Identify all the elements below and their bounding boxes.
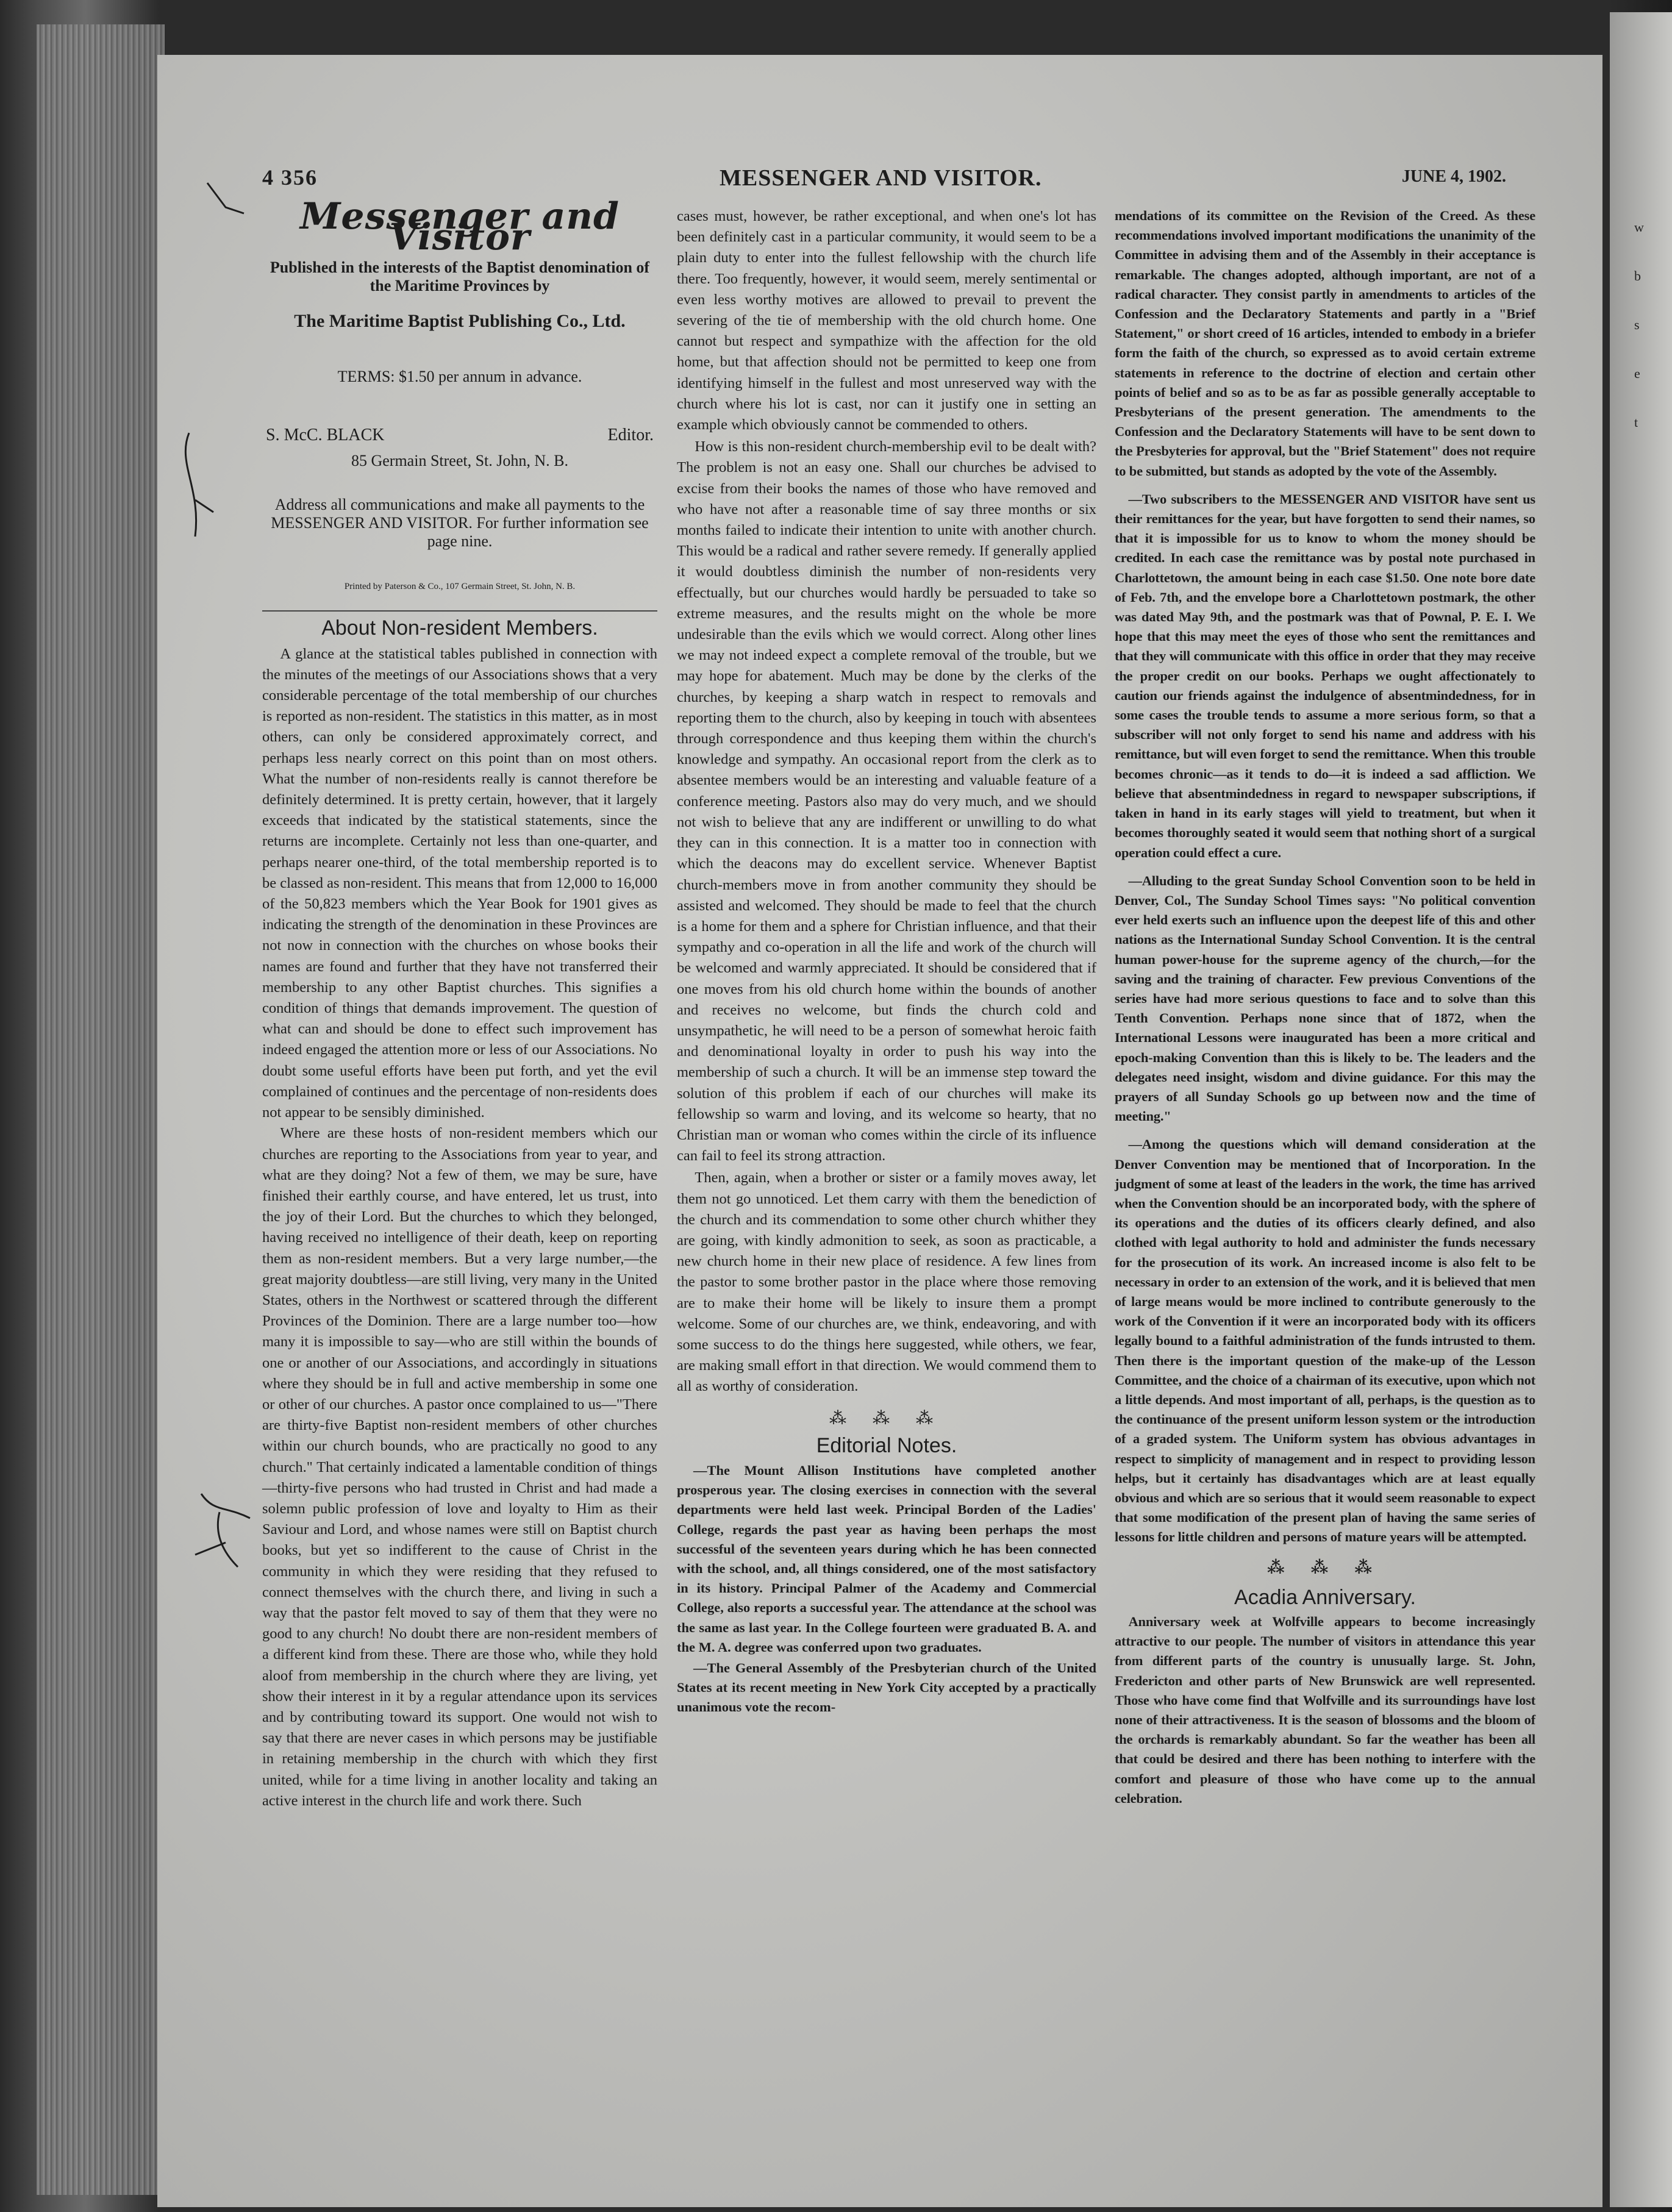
- editor-name: S. McC. BLACK: [266, 425, 385, 444]
- masthead: [262, 195, 657, 387]
- printer-line: Printed by Paterson & Co., 107 Germain Street, St. John, N. B.: [344, 582, 576, 592]
- subscription-terms: TERMS: $1.50 per annum in advance.: [337, 367, 582, 385]
- pencil-mark: [171, 427, 220, 549]
- editorial-note: —Among the questions which will demand consideration at the Denver Convention may be mentioned that of Incorporation. In the judgment of some at least of the leaders in the work, the time has arrived when the Convention should be an incorporated body, with the sphere of its operations and the duties of its officers clearly defined, and also clothed with legal authority to hold and administer the funds necessary for the prosecution of its work. An increased income is also felt to be necessary in order to an extension of the work, and it is believed that men of large means would be more inclined to contribute generously to the work of the Convention if it were an incorporated body with its officers legally bound to a faithful administration of the funds intrusted to them. Then there is the important question of the make-up of the Lesson Committee, and the choice of a chairman of its executive, upon which not a little depends. And most important of all, perhaps, is the question as to the continuance of the present uniform lesson system or the introduction of a graded system. The Uniform system has obvious advantages in respect to simplicity of management and in respect to providing lesson helps, but it certainly has disadvantages which are at least equally obvious and which are so serious that it would seem reasonable to expect that some modification of the present plan of having the same series of lessons for little children and persons of mature years will be attempted.: [1115, 1136, 1535, 1545]
- adjacent-page-fragment: e: [1634, 366, 1640, 381]
- adjacent-page-fragment: t: [1634, 415, 1638, 430]
- masthead-title: Messenger and Visitor: [299, 195, 620, 259]
- column-1: [262, 195, 657, 1811]
- issue-date: JUNE 4, 1902.: [1401, 167, 1506, 186]
- editorial-note: —Two subscribers to the MESSENGER AND VISITOR have sent us their remittances for the year, but have forgotten to send their names, so that it is impossible for us to know to whom the money should be credited. In each case the remittance was by postal note purchased in Charlottetown, the amount being in each case $1.50. One note bore date of Feb. 7th, and the envelope bore a Charlottetown postmark, the other was dated May 9th, and the postmark was that of Pownal, P. E. I. We hope that this may meet the eyes of those who sent the remittances and that they will communicate with this office in order that they may receive the proper credit on our books. Perhaps we ought affectionately to caution our friends against the indulgence of absentmindedness, for in some cases the trouble tends to assume a more serious form, so that a subscriber will not only forget to send his name and address with his remittance, but will even forget to send the remittance. When this trouble becomes chronic—as it tends to do—it is indeed a sad affliction. We believe that absentmindedness in regard to newspaper subscriptions, if taken in hand in its early stages will yield to treatment, but when it becomes thoroughly seated it would seem that nothing short of a surgical operation could effect a cure.: [1115, 491, 1535, 860]
- adjacent-page-edge: [1610, 12, 1672, 2207]
- section-ornament: ⁂ ⁂ ⁂: [1267, 1558, 1383, 1577]
- column-2: [677, 206, 1096, 1718]
- publisher-name: The Maritime Baptist Publishing Co., Ltd.: [294, 311, 626, 332]
- adjacent-page-fragment: b: [1634, 268, 1641, 284]
- running-title: MESSENGER AND VISITOR.: [720, 165, 1042, 191]
- acadia-headline: Acadia Anniversary.: [1234, 1585, 1416, 1609]
- office-address: 85 Germain Street, St. John, N. B.: [351, 452, 569, 470]
- editor-label: Editor.: [607, 425, 654, 444]
- editorial-note: mendations of its committee on the Revision of the Creed. As these recommendations involved important modifications the unanimity of the Committee in advising them and of the Assembly in their acceptance is remarkable. The changes adopted, although important, are not of a radical character. They consist partly in amendments to articles of the Confession and the Declaratory Statements and partly in a "Brief Statement," or short creed of 16 articles, intended to embody in a briefer form the faith of the church, so expressed as to avoid certain extreme statements in reference to the doctrine of election and certain other points of belief and so as to be as far as possible generally acceptable to Presbyterians of the present generation. The amendments to the Confession and the Declaratory Statements will have to be sent down to the Presbyteries for approval, but the "Brief Statement" does not require to be submitted, but stands as adopted by the vote of the Assembly.: [1115, 208, 1535, 479]
- address-notice: Address all communications and make all payments to the MESSENGER AND VISITOR. For further information see page nine.: [271, 496, 649, 551]
- pencil-mark: [201, 177, 250, 226]
- published-line: Published in the interests of the Baptist denomination of the Maritime Provinces by: [270, 259, 650, 295]
- editorial-note: —Alluding to the great Sunday School Convention soon to be held in Denver, Col., The Sunday School Times says: "No political convention ever held exerts such an influence upon the deepest life of this and other nations as the International Sunday School Convention. It is the central human power-house for the supreme agency of the church,—for the saving and the training of character. Few previous Conventions of the series have had more serious questions to face and to solve than this Tenth Convention. Perhaps none since that of 1872, when the International Lessons were inaugurated has been a more critical and epoch-making Convention than this is likely to be. The leaders and the delegates need insight, wisdom and divine guidance. For this may the prayers of all Sunday Schools go up between now and the time of meeting.": [1115, 872, 1535, 1124]
- article-paragraph: A glance at the statistical tables published in connection with the minutes of the meetings of our Associations shows that a very considerable percentage of the total membership of our churches is reported as non-resident. The statistics in this matter, as in most others, can only be considered approximately correct, and perhaps less nearly correct on this point than on most others. What the number of non-residents really is cannot therefore be definitely determined. It is pretty certain, however, that it largely exceeds that indicated by the statistical statements, since the returns are incomplete. Certainly not less than one-quarter, and perhaps nearer one-third, of the total membership reported is to be classed as non-resident. This means that from 12,000 to 16,000 of the 50,823 members which the Year Book for 1901 gives as indicating the strength of the denomination in these Provinces are not now in connection with the churches on whose books their names are found and further that they have not transferred their membership to any other Baptist churches. This signifies a condition of things that demands improvement. The question of what can and should be done to effect such improvement has indeed engaged the attention more or less of our Associations. No doubt some useful efforts have been put forth, and yet the evil complained of continues and the percentage of non-residents does not appear to be sensibly diminished.: [262, 645, 657, 1121]
- adjacent-page-fragment: s: [1634, 317, 1640, 332]
- adjacent-page-fragment: w: [1634, 219, 1644, 235]
- editor-line: [262, 425, 657, 446]
- page-number: 4 356: [262, 165, 318, 190]
- acadia-paragraph: Anniversary week at Wolfville appears to become increasingly attractive to our people. The number of visitors in attendance this year from different parts of the country is unusually large. St. John, Fredericton and other parts of New Brunswick are well represented. Those who have come find that Wolfville and its surroundings have lost none of their attractiveness. It is the season of blossoms and the bloom of the orchards is remarkably abundant. So far the weather has been all that could be desired and there has been nothing to interfere with the comfort and pleasure of those who have come up to the annual celebration.: [1115, 1614, 1535, 1806]
- article-paragraph: Then, again, when a brother or sister or a family moves away, let them not go unnoticed. Let them carry with them the benediction of the church and its commendation to some other church whither they are going, with kindly admonition to seek, as soon as practicable, a new church home in their new place of residence. A few lines from the pastor to some brother pastor in the place where those removing are to make their home will be likely to insure them a prompt welcome. Some of our churches are, we think, endeavoring, and with some success to do the things here suggested, while others, we fear, are making small effort in that direction. We would commend them to all as worthy of consideration.: [677, 1169, 1096, 1395]
- column-3: [1115, 206, 1535, 1808]
- book-page-edges: [37, 24, 165, 2195]
- divider: [262, 610, 657, 612]
- page-header: [262, 165, 1506, 189]
- article-paragraph: How is this non-resident church-membership evil to be dealt with? The problem is not an easy one. Shall our churches be advised to excise from their books the names of those who have removed and who have not after a reasonable time of say three months or six months failed to indicate their intention to unite with another church. This would be a radical and rather severe remedy. If generally applied it would doubtless diminish the number of non-residents very effectually, but our churches would hardly be persuaded to take so extreme measures, and the results might on the whole be more undesirable than the evils which we would correct. Along other lines we may not indeed expect a complete removal of the trouble, but we may hope for abatement. Much may be done by the clerks of the churches, by keeping a sharp watch in respect to removals and reporting them to the church, also by keeping in touch with absentees through correspondence and thus keeping them within the church's knowledge and sympathy. An occasional report from the clerk as to absentee members would be an interesting and valuable feature of a conference meeting. Pastors also may do very much, and we should not wish to believe that any are indifferent or unwilling to do what they can in this connection. It is a matter too in connection with which the deacons may do excellent service. Whenever Baptist church-members move in from another community they should be assisted and welcomed. They should be made to feel that the church is a home for them and a sphere for Christian influence, and that their sympathy and co-operation in all the life and work of the church will be welcomed and warmly appreciated. It should be considered that if one moves from his old church home within the bounds of another and receives no welcome, but finds the church cold and unsympathetic, he will need to be a person of somewhat heroic faith and denominational loyalty in order to push his way into the membership of such a church. It will be an immense step toward the solution of this problem if each of our churches will make its fellowship so warm and loving, and its welcome so hearty, that no Christian man or woman who comes within the circle of its influence can fail to feel its strong attraction.: [677, 438, 1096, 1165]
- section-ornament: ⁂ ⁂ ⁂: [829, 1408, 944, 1428]
- article-headline: About Non-resident Members.: [321, 616, 598, 640]
- editorial-note: —The Mount Allison Institutions have completed another prosperous year. The closing exercises in connection with the several departments were held last week. Principal Borden of the Ladies' College, regards the past year as having been perhaps the most successful of the seventeen years during which he has been connected with the school, and, all things considered, one of the most satisfactory in its history. Principal Palmer of the Academy and Commercial College, also reports a successful year. The attendance at the school was the same as last year. In the College fourteen were graduated B. A. and the M. A. degree was conferred upon two graduates.: [677, 1462, 1096, 1655]
- editorial-notes-headline: Editorial Notes.: [816, 1433, 957, 1457]
- editorial-note: —The General Assembly of the Presbyterian church of the United States at its recent meeting in New York City accepted by a practically unanimous vote the recom-: [677, 1660, 1096, 1715]
- pencil-mark: [189, 1488, 262, 1573]
- article-paragraph: cases must, however, be rather exceptional, and when one's lot has been definitely cast in a particular community, it would seem to be a plain duty to enter into the fullest fellowship with the church life there. Too frequently, however, it would seem, merely sentimental or even less worthy motives are allowed to prevail to prevent the severing of the tie of membership with the old church home. One cannot but respect and sympathize with the affection for the old home, but that affection should not be permitted to keep one from identifying himself in the fullest and most unreserved way with the church where his lot is cast, nor can it justify one in setting an example which obviously cannot be commended to others.: [677, 208, 1096, 433]
- article-paragraph: Where are these hosts of non-resident members which our churches are reporting to the Associations from year to year, and what are they doing? Not a few of them, we may be sure, have finished their earthly course, and have entered, let us trust, into the joy of their Lord. But the churches to which they belonged, having received no intelligence of their death, keep on reporting them as non-resident members. But a very large number,—the great majority doubtless—are still living, very many in the United States, others in the Northwest or scattered through the different Provinces of the Dominion. There are a large number too—how many it is impossible to say—who are still within the bounds of one or another of our Associations, and accordingly in situations where they should be in full and active membership in some one or other of our churches. A pastor once complained to us—"There are thirty-five Baptist non-resident members of other churches within our church bounds, who are practically no good to any church." That certainly indicated a lamentable condition of things—thirty-five persons who had trusted in Christ and had made a solemn public profession of love and loyalty to Him as their Saviour and Lord, and whose names were still on Baptist church books, but yet so indifferent to the cause of Christ in the community in which they were residing that they refused to connect themselves with the church there, and living in such a way that the pastor felt moved to say of them that they were no good to any church! No doubt there are non-resident members of a different kind from these. There are those who, while they hold aloof from membership in the church where they are living, yet show their interest in it by a regular attendance upon its services and by contributing toward its support. One would not wish to say that there are never cases in which persons may be justifiable in retaining membership in the church with which they first united, while for a time living in another locality and taking an active interest in the church life and work there. Such: [262, 1125, 657, 1809]
